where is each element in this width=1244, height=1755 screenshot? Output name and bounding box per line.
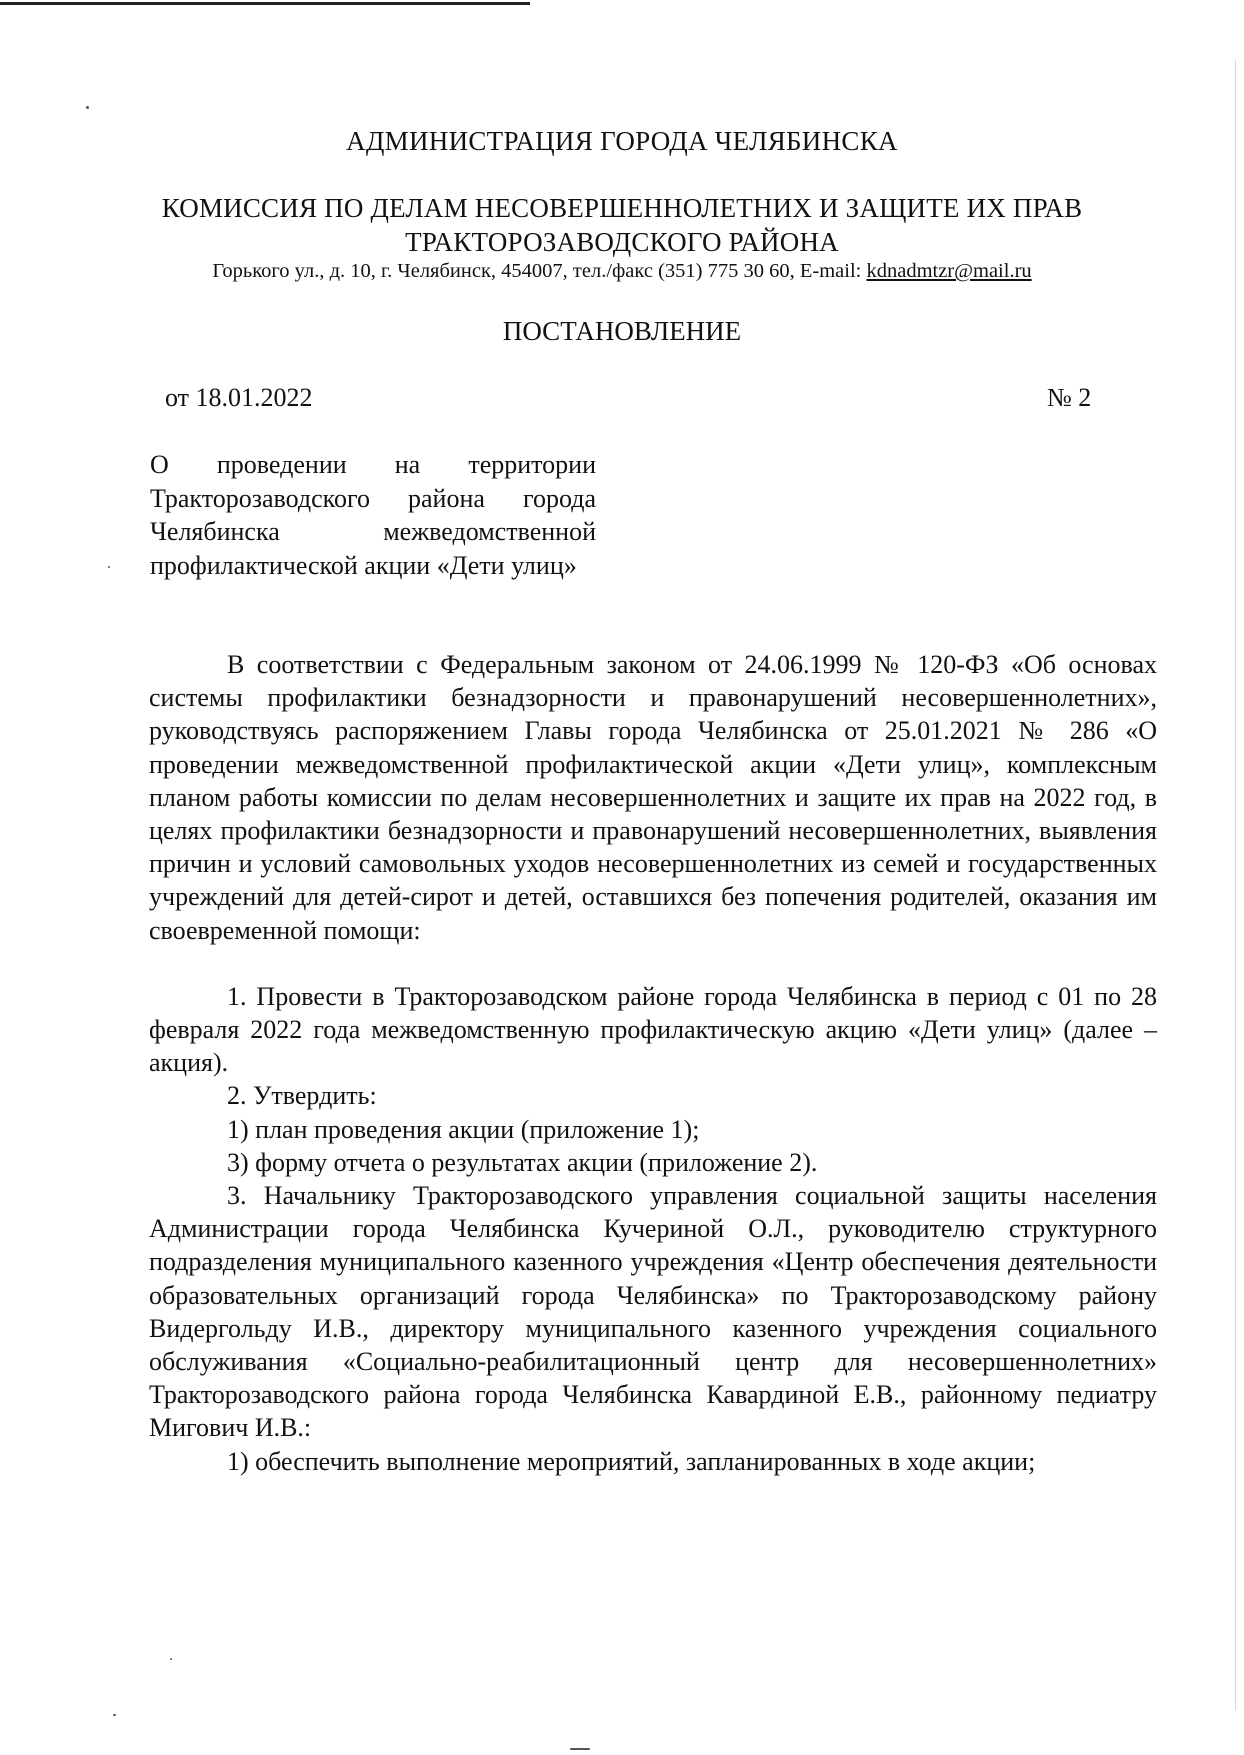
- resolution-item-2: 2. Утвердить:: [227, 1081, 377, 1111]
- scan-speck: [570, 1748, 590, 1750]
- scan-speck: [170, 1658, 172, 1660]
- scan-artifact-edge: [1235, 60, 1236, 1710]
- document-subject: О проведении на территории Тракторозаводского района города Челябинска межведомственной профилактической акции «Дети улиц»: [150, 450, 596, 580]
- resolution-subitem-3-1: 1) обеспечить выполнение мероприятий, запланированных в ходе акции;: [227, 1446, 1036, 1476]
- scan-artifact-line: [0, 2, 530, 5]
- scan-speck: [86, 106, 89, 109]
- commission-title-line2: ТРАКТОРОЗАВОДСКОГО РАЙОНА: [405, 227, 839, 257]
- document-date: от 18.01.2022: [165, 383, 313, 412]
- document-body: [149, 648, 1157, 1478]
- scan-speck: [108, 566, 110, 568]
- resolution-subitem-2-3: 3) форму отчета о результатах акции (приложение 2).: [227, 1147, 818, 1177]
- scan-speck: [113, 1714, 116, 1716]
- address-text: Горького ул., д. 10, г. Челябинск, 454007, тел./факс (351) 775 30 60, E-mail:: [212, 260, 867, 282]
- document-type: ПОСТАНОВЛЕНИЕ: [502, 316, 742, 346]
- resolution-subitem-2-1: 1) план проведения акции (приложение 1);: [227, 1114, 700, 1144]
- email-link[interactable]: kdnadmtzr@mail.ru: [866, 260, 1032, 282]
- preamble-paragraph: В соответствии с Федеральным законом от 24.06.1999 № 120-ФЗ «Об основах системы профилактики безнадзорности и правонарушений несовершеннолетних», руководствуясь распоряжением Главы города Челябинска от 25.01.2021 № 286 «О проведении межведомственной профилактической акции «Дети улиц», комплексным планом работы комиссии по делам несовершеннолетних и защите их прав на 2022 год, в целях профилактики безнадзорности и правонарушений несовершеннолетних, выявления причин и условий самовольных уходов несовершеннолетних из семей и государственных учреждений для детей-сирот и детей, оставшихся без попечения родителей, оказания им своевременной помощи:: [149, 650, 1157, 945]
- contact-address: [0, 260, 1244, 283]
- resolution-item-1: 1. Провести в Тракторозаводском районе города Челябинска в период с 01 по 28 февраля 2022 года межведомственную профилактическую акцию «Дети улиц» (далее – акция).: [149, 981, 1157, 1078]
- document-number: № 2: [1047, 383, 1092, 412]
- resolution-item-3: 3. Начальнику Тракторозаводского управления социальной защиты населения Администрации города Челябинска Кучериной О.Л., руководителю структурного подразделения муниципального казенного учреждения «Центр обеспечения деятельности образовательных организаций города Челябинска» по Тракторозаводскому району Видергольду И.В., директору муниципального казенного учреждения социального обслуживания «Социально-реабилитационный центр для несовершеннолетних» Тракторозаводского района города Челябинска Кавардиной Е.В., районному педиатру Мигович И.В.:: [149, 1181, 1157, 1443]
- administration-title: АДМИНИСТРАЦИЯ ГОРОДА ЧЕЛЯБИНСКА: [346, 126, 898, 156]
- commission-title-line1: КОМИССИЯ ПО ДЕЛАМ НЕСОВЕРШЕННОЛЕТНИХ И ЗАЩИТЕ ИХ ПРАВ: [161, 193, 1083, 223]
